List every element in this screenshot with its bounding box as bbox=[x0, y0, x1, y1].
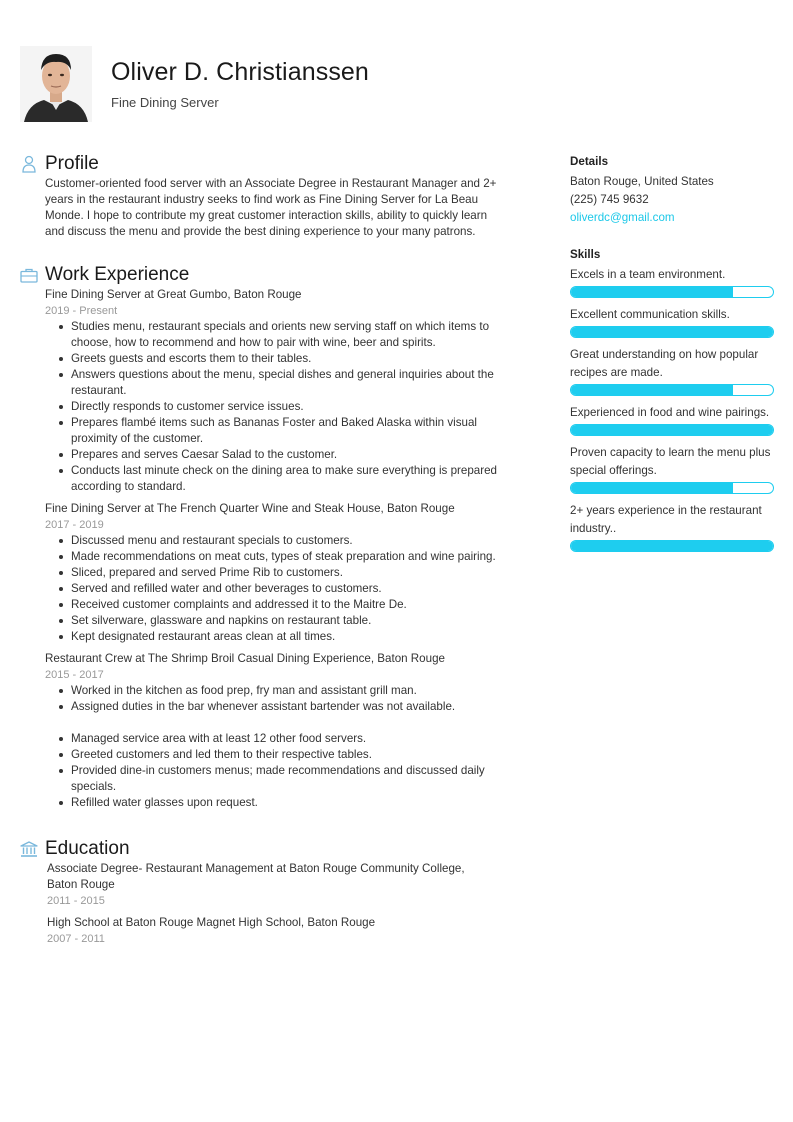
education-entry bbox=[47, 861, 498, 909]
phone-text: (225) 745 9632 bbox=[570, 193, 649, 206]
education-dates: 2011 - 2015 bbox=[47, 895, 105, 907]
skill-level-bar bbox=[570, 384, 774, 396]
job-entry bbox=[45, 651, 498, 811]
skill-item bbox=[570, 444, 774, 494]
job-entry bbox=[45, 287, 498, 495]
education-heading: Education bbox=[45, 838, 130, 859]
list-item: Refilled water glasses upon request. bbox=[57, 795, 498, 811]
skill-level-bar bbox=[570, 286, 774, 298]
job-duties bbox=[45, 533, 498, 645]
job-duties bbox=[45, 683, 498, 715]
list-item: Studies menu, restaurant specials and orients new serving staff on which items to choose, how to recommend and how to pair with wine, beer and spirits. bbox=[57, 319, 498, 351]
list-item: Worked in the kitchen as food prep, fry man and assistant grill man. bbox=[57, 683, 498, 699]
list-item: Managed service area with at least 12 other food servers. bbox=[57, 731, 498, 747]
list-item: Made recommendations on meat cuts, types of steak preparation and wine pairing. bbox=[57, 549, 498, 565]
briefcase-icon bbox=[18, 265, 40, 285]
list-item: Prepares and serves Caesar Salad to the customer. bbox=[57, 447, 498, 463]
skill-label: Excels in a team environment. bbox=[570, 268, 726, 281]
education-entry bbox=[47, 915, 498, 947]
main-column bbox=[18, 152, 498, 947]
list-item: Directly responds to customer service issues. bbox=[57, 399, 498, 415]
skill-item bbox=[570, 404, 774, 436]
skill-level-fill bbox=[571, 287, 733, 297]
list-item: Kept designated restaurant areas clean at all times. bbox=[57, 629, 498, 645]
work-experience-section bbox=[18, 263, 498, 811]
skill-level-fill bbox=[571, 483, 733, 493]
education-title: Associate Degree- Restaurant Management at Baton Rouge Community College, Baton Rouge bbox=[47, 862, 465, 891]
skill-item bbox=[570, 502, 774, 552]
profile-section bbox=[18, 152, 498, 240]
education-header bbox=[18, 837, 498, 861]
list-item: Greets guests and escorts them to their tables. bbox=[57, 351, 498, 367]
education-title: High School at Baton Rouge Magnet High School, Baton Rouge bbox=[47, 916, 376, 929]
skill-label: Excellent communication skills. bbox=[570, 308, 730, 321]
job-dates: 2015 - 2017 bbox=[45, 669, 104, 681]
sidebar-column bbox=[570, 154, 774, 552]
profile-summary: Customer-oriented food server with an Associate Degree in Restaurant Manager and 2+ years in the restaurant industry seeks to find work as Fine Dining Server for La Beau Monde. I hope to contribute my great customer interaction skills, ability to quickly learn and discuss the menu and provide the best dining experience to your many patrons. bbox=[45, 177, 497, 238]
list-item: Provided dine-in customers menus; made recommendations and discussed daily specials. bbox=[57, 763, 498, 795]
skill-level-bar bbox=[570, 424, 774, 436]
skill-level-bar bbox=[570, 482, 774, 494]
list-item: Served and refilled water and other beverages to customers. bbox=[57, 581, 498, 597]
job-dates: 2017 - 2019 bbox=[45, 519, 104, 531]
skill-level-bar bbox=[570, 540, 774, 552]
candidate-title: Fine Dining Server bbox=[111, 95, 219, 110]
list-item: Sliced, prepared and served Prime Rib to customers. bbox=[57, 565, 498, 581]
education-section bbox=[18, 837, 498, 947]
skill-level-fill bbox=[571, 385, 733, 395]
skill-item bbox=[570, 266, 774, 298]
candidate-name: Oliver D. Christianssen bbox=[111, 58, 369, 86]
skill-label: Great understanding on how popular recipes are made. bbox=[570, 348, 759, 379]
job-title: Restaurant Crew at The Shrimp Broil Casual Dining Experience, Baton Rouge bbox=[45, 652, 445, 665]
skill-level-bar bbox=[570, 326, 774, 338]
list-item: Received customer complaints and addressed it to the Maitre De. bbox=[57, 597, 498, 613]
skill-label: 2+ years experience in the restaurant industry.. bbox=[570, 504, 762, 535]
job-dates: 2019 - Present bbox=[45, 305, 118, 317]
list-item: Prepares flambé items such as Bananas Foster and Baked Alaska within visual proximity of the customer. bbox=[57, 415, 498, 447]
skills-heading: Skills bbox=[570, 248, 601, 261]
email-link[interactable]: oliverdc@gmail.com bbox=[570, 211, 675, 224]
job-title: Fine Dining Server at The French Quarter Wine and Steak House, Baton Rouge bbox=[45, 502, 455, 515]
skill-label: Proven capacity to learn the menu plus special offerings. bbox=[570, 446, 771, 477]
skill-level-fill bbox=[571, 541, 773, 551]
list-item: Assigned duties in the bar whenever assistant bartender was not available. bbox=[57, 699, 498, 715]
list-item: Discussed menu and restaurant specials to customers. bbox=[57, 533, 498, 549]
profile-photo bbox=[20, 46, 92, 122]
job-duties bbox=[45, 319, 498, 495]
list-item: Greeted customers and led them to their respective tables. bbox=[57, 747, 498, 763]
job-entry bbox=[45, 501, 498, 645]
details-heading: Details bbox=[570, 155, 609, 168]
job-duties bbox=[45, 731, 498, 811]
skill-item bbox=[570, 306, 774, 338]
location-text: Baton Rouge, United States bbox=[570, 175, 714, 188]
person-icon bbox=[18, 154, 40, 174]
list-item: Set silverware, glassware and napkins on restaurant table. bbox=[57, 613, 498, 629]
list-item: Conducts last minute check on the dining area to make sure everything is prepared according to standard. bbox=[57, 463, 498, 495]
skill-level-fill bbox=[571, 425, 773, 435]
list-item: Answers questions about the menu, special dishes and general inquiries about the restaurant. bbox=[57, 367, 498, 399]
skill-label: Experienced in food and wine pairings. bbox=[570, 406, 770, 419]
skill-level-fill bbox=[571, 327, 773, 337]
education-dates: 2007 - 2011 bbox=[47, 933, 105, 945]
work-experience-heading: Work Experience bbox=[45, 264, 190, 285]
institution-icon bbox=[18, 839, 40, 859]
skill-item bbox=[570, 346, 774, 396]
work-experience-header bbox=[18, 263, 498, 287]
profile-heading: Profile bbox=[45, 153, 99, 174]
job-title: Fine Dining Server at Great Gumbo, Baton Rouge bbox=[45, 288, 302, 301]
profile-header bbox=[18, 152, 498, 176]
